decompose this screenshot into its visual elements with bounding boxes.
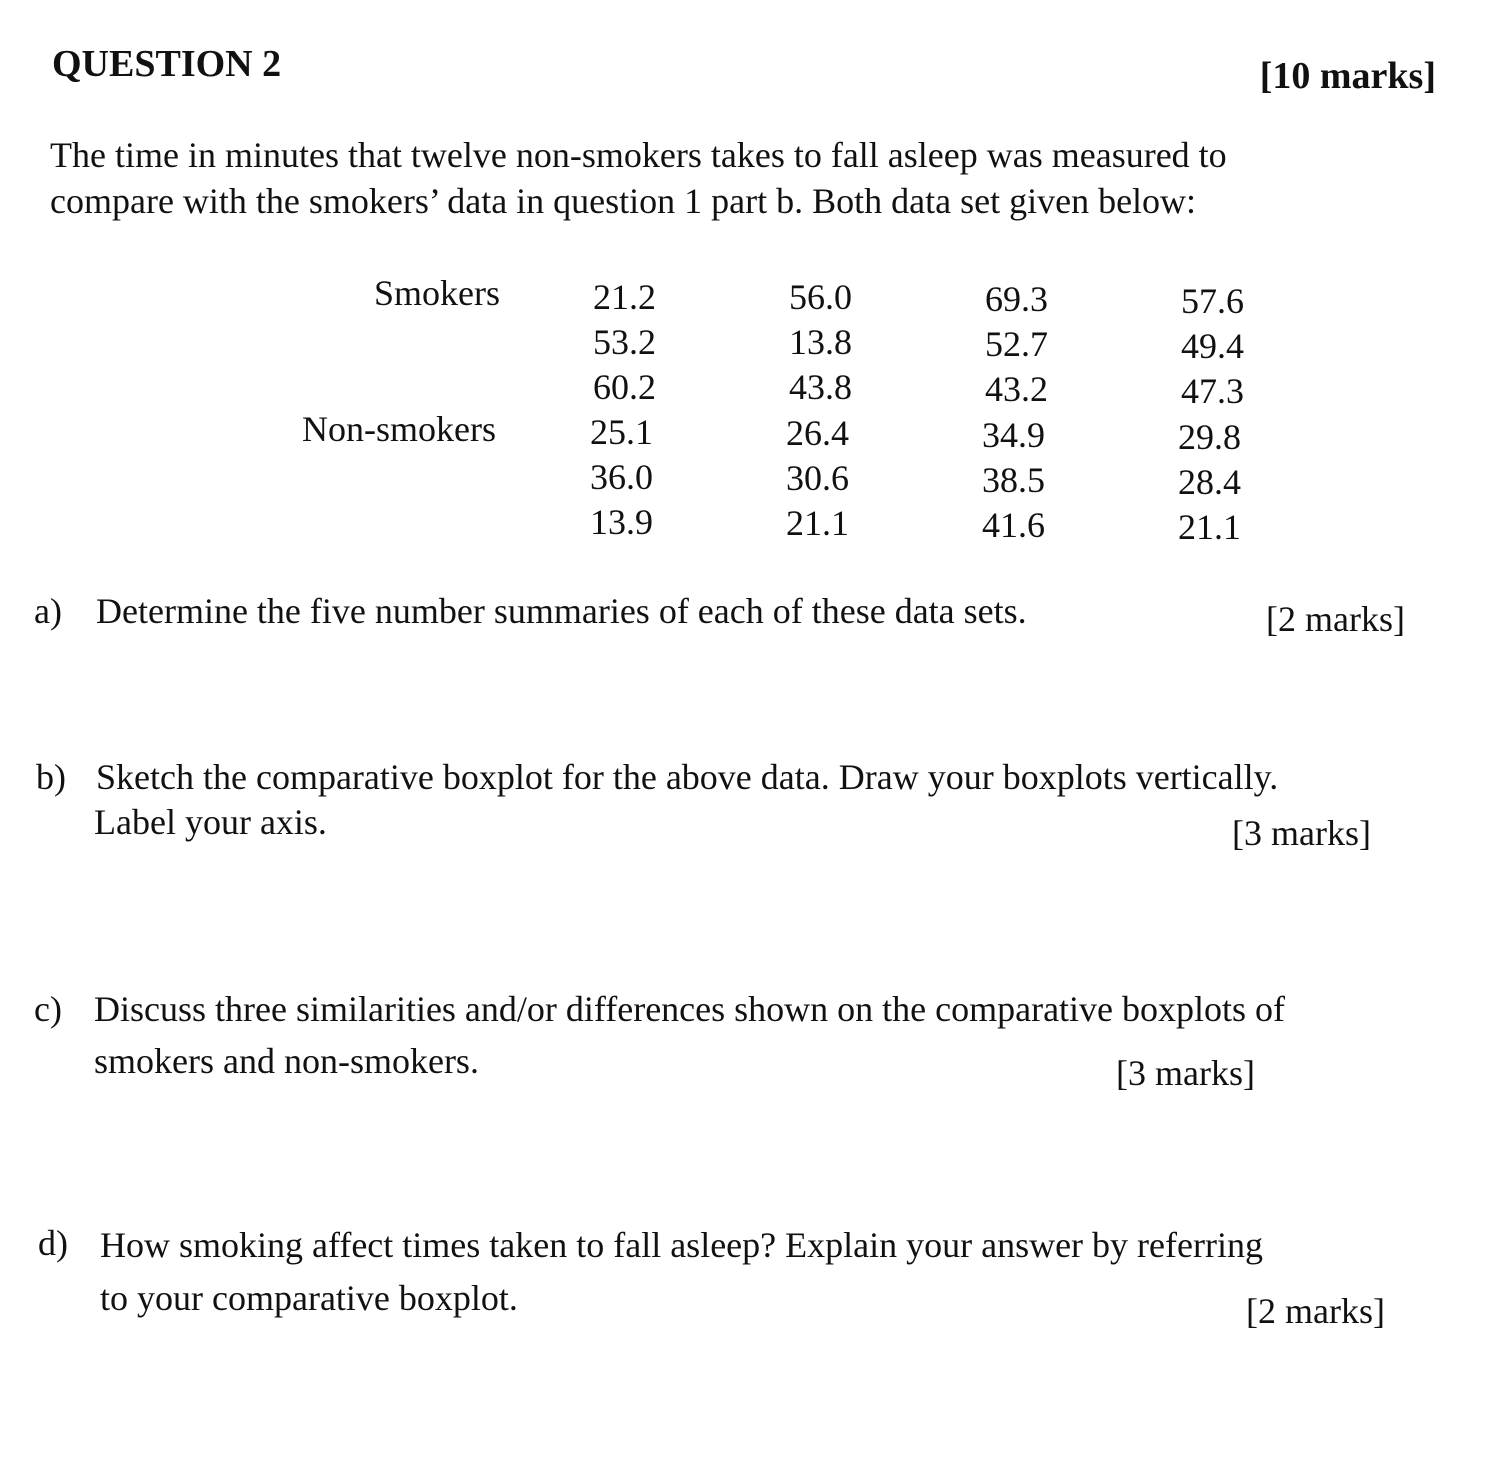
table-cell: 41.6: [982, 505, 1045, 545]
question-intro: [50, 132, 1438, 224]
table-cell: 38.5: [982, 460, 1045, 500]
table-cell: 53.2: [593, 322, 656, 362]
table-cell: 36.0: [590, 457, 653, 497]
part-c-letter: c): [34, 989, 62, 1029]
table-cell: 34.9: [982, 415, 1045, 455]
intro-line-2: compare with the smokers’ data in question 1 part b. Both data set given below:: [50, 181, 1197, 221]
table-cell: 28.4: [1178, 462, 1241, 502]
group-label-smokers: Smokers: [374, 273, 500, 313]
table-cell: 69.3: [985, 279, 1048, 319]
part-d-line-1: How smoking affect times taken to fall asleep? Explain your answer by referring: [100, 1225, 1263, 1265]
total-marks: [10 marks]: [1259, 55, 1436, 97]
part-c-line-2: smokers and non-smokers.: [94, 1041, 479, 1081]
part-d-line-2: to your comparative boxplot.: [100, 1278, 518, 1318]
group-label-non-smokers: Non-smokers: [302, 409, 496, 449]
table-cell: 43.8: [789, 367, 852, 407]
part-b-line-2: Label your axis.: [94, 802, 327, 842]
part-c-marks: [3 marks]: [1116, 1053, 1255, 1093]
table-cell: 21.1: [786, 503, 849, 543]
table-cell: 13.9: [590, 502, 653, 542]
table-cell: 29.8: [1178, 417, 1241, 457]
table-cell: 21.2: [593, 277, 656, 317]
table-cell: 21.1: [1178, 507, 1241, 547]
table-cell: 25.1: [590, 412, 653, 452]
table-cell: 26.4: [786, 413, 849, 453]
intro-line-1: The time in minutes that twelve non-smokers takes to fall asleep was measured to: [50, 135, 1227, 175]
part-c-line-1: Discuss three similarities and/or differences shown on the comparative boxplots of: [94, 989, 1286, 1029]
part-d-letter: d): [38, 1223, 68, 1263]
part-b-letter: b): [36, 757, 66, 797]
table-cell: 60.2: [593, 367, 656, 407]
part-a-marks: [2 marks]: [1266, 599, 1405, 639]
part-b-marks: [3 marks]: [1232, 813, 1371, 853]
question-title: QUESTION 2: [52, 43, 282, 85]
table-cell: 49.4: [1181, 326, 1244, 366]
table-cell: 52.7: [985, 324, 1048, 364]
part-a-letter: a): [34, 591, 62, 631]
table-cell: 47.3: [1181, 371, 1244, 411]
part-b-line-1: Sketch the comparative boxplot for the above data. Draw your boxplots vertically.: [96, 757, 1279, 797]
table-cell: 43.2: [985, 369, 1048, 409]
part-d-marks: [2 marks]: [1246, 1291, 1385, 1331]
part-a-line-1: Determine the five number summaries of each of these data sets.: [96, 591, 1027, 631]
table-cell: 13.8: [789, 322, 852, 362]
table-cell: 56.0: [789, 277, 852, 317]
table-cell: 30.6: [786, 458, 849, 498]
table-cell: 57.6: [1181, 281, 1244, 321]
